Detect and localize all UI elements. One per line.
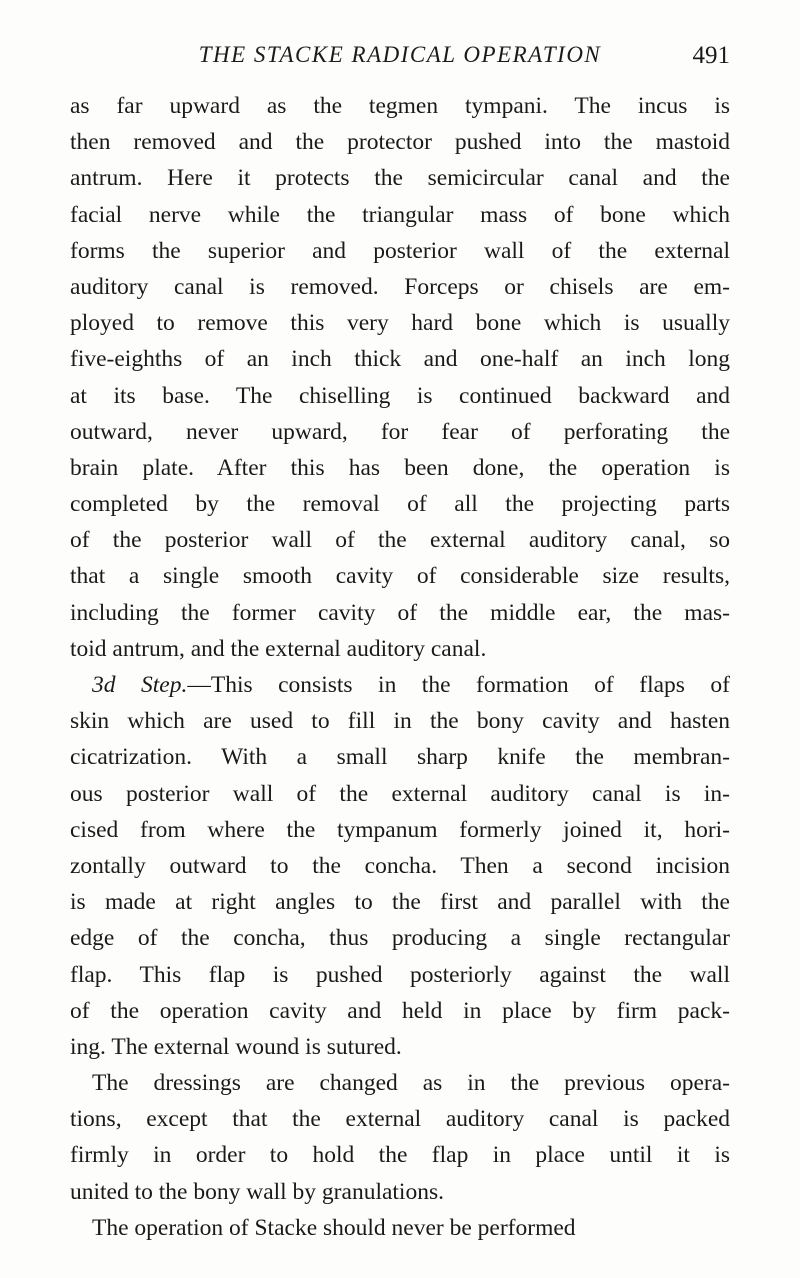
text-line: ing. The external wound is sutured. xyxy=(70,1033,402,1060)
text-line: that a single smooth cavity of considerable size results, xyxy=(70,563,730,590)
text-line: The dressings are changed as in the previous opera- xyxy=(92,1070,730,1097)
text-line: tions, except that the external auditory canal is packed xyxy=(70,1106,730,1133)
text-line: then removed and the protector pushed into the mastoid xyxy=(70,129,730,156)
text-line: antrum. Here it protects the semicircular canal and the xyxy=(70,165,730,192)
step-text: —This consists in the formation of flaps of xyxy=(187,672,730,698)
text-line: of the operation cavity and held in place by firm pack- xyxy=(70,997,730,1024)
text-line: The operation of Stacke should never be performed xyxy=(92,1214,576,1241)
text-line: forms the superior and posterior wall of the external xyxy=(70,237,730,264)
text-line: toid antrum, and the external auditory canal. xyxy=(70,635,487,662)
page-header xyxy=(70,42,730,78)
text-line: edge of the concha, thus producing a single rectangular xyxy=(70,925,730,952)
text-line: at its base. The chiselling is continued backward and xyxy=(70,382,730,409)
text-line: five-eighths of an inch thick and one-half an inch long xyxy=(70,346,730,373)
body-text xyxy=(70,88,730,1246)
text-line: ployed to remove this very hard bone which is usually xyxy=(70,310,730,337)
text-line: firmly in order to hold the flap in place until it is xyxy=(70,1142,730,1169)
text-line: cicatrization. With a small sharp knife the membran- xyxy=(70,744,730,771)
text-line: zontally outward to the concha. Then a second incision xyxy=(70,852,730,879)
text-line: cised from where the tympanum formerly joined it, hori- xyxy=(70,816,730,843)
text-line: brain plate. After this has been done, the operation is xyxy=(70,454,730,481)
text-line: outward, never upward, for fear of perforating the xyxy=(70,418,730,445)
text-line: auditory canal is removed. Forceps or chisels are em- xyxy=(70,273,730,300)
text-line: including the former cavity of the middle ear, the mas- xyxy=(70,599,730,626)
running-title: THE STACKE RADICAL OPERATION xyxy=(198,42,602,67)
text-line: of the posterior wall of the external auditory canal, so xyxy=(70,527,730,554)
text-line: united to the bony wall by granulations. xyxy=(70,1178,444,1205)
text-line: completed by the removal of all the projecting parts xyxy=(70,491,730,518)
step-heading-line xyxy=(70,667,730,703)
step-label: 3d Step. xyxy=(92,672,188,698)
text-line: is made at right angles to the first and parallel with the xyxy=(70,889,730,916)
text-line: skin which are used to fill in the bony cavity and hasten xyxy=(70,708,730,735)
text-line: facial nerve while the triangular mass of bone which xyxy=(70,201,730,228)
text-line: as far upward as the tegmen tympani. The incus is xyxy=(70,93,730,119)
text-line: ous posterior wall of the external auditory canal is in- xyxy=(70,780,730,807)
page-number: 491 xyxy=(692,42,730,69)
text-line: flap. This flap is pushed posteriorly against the wall xyxy=(70,961,730,988)
